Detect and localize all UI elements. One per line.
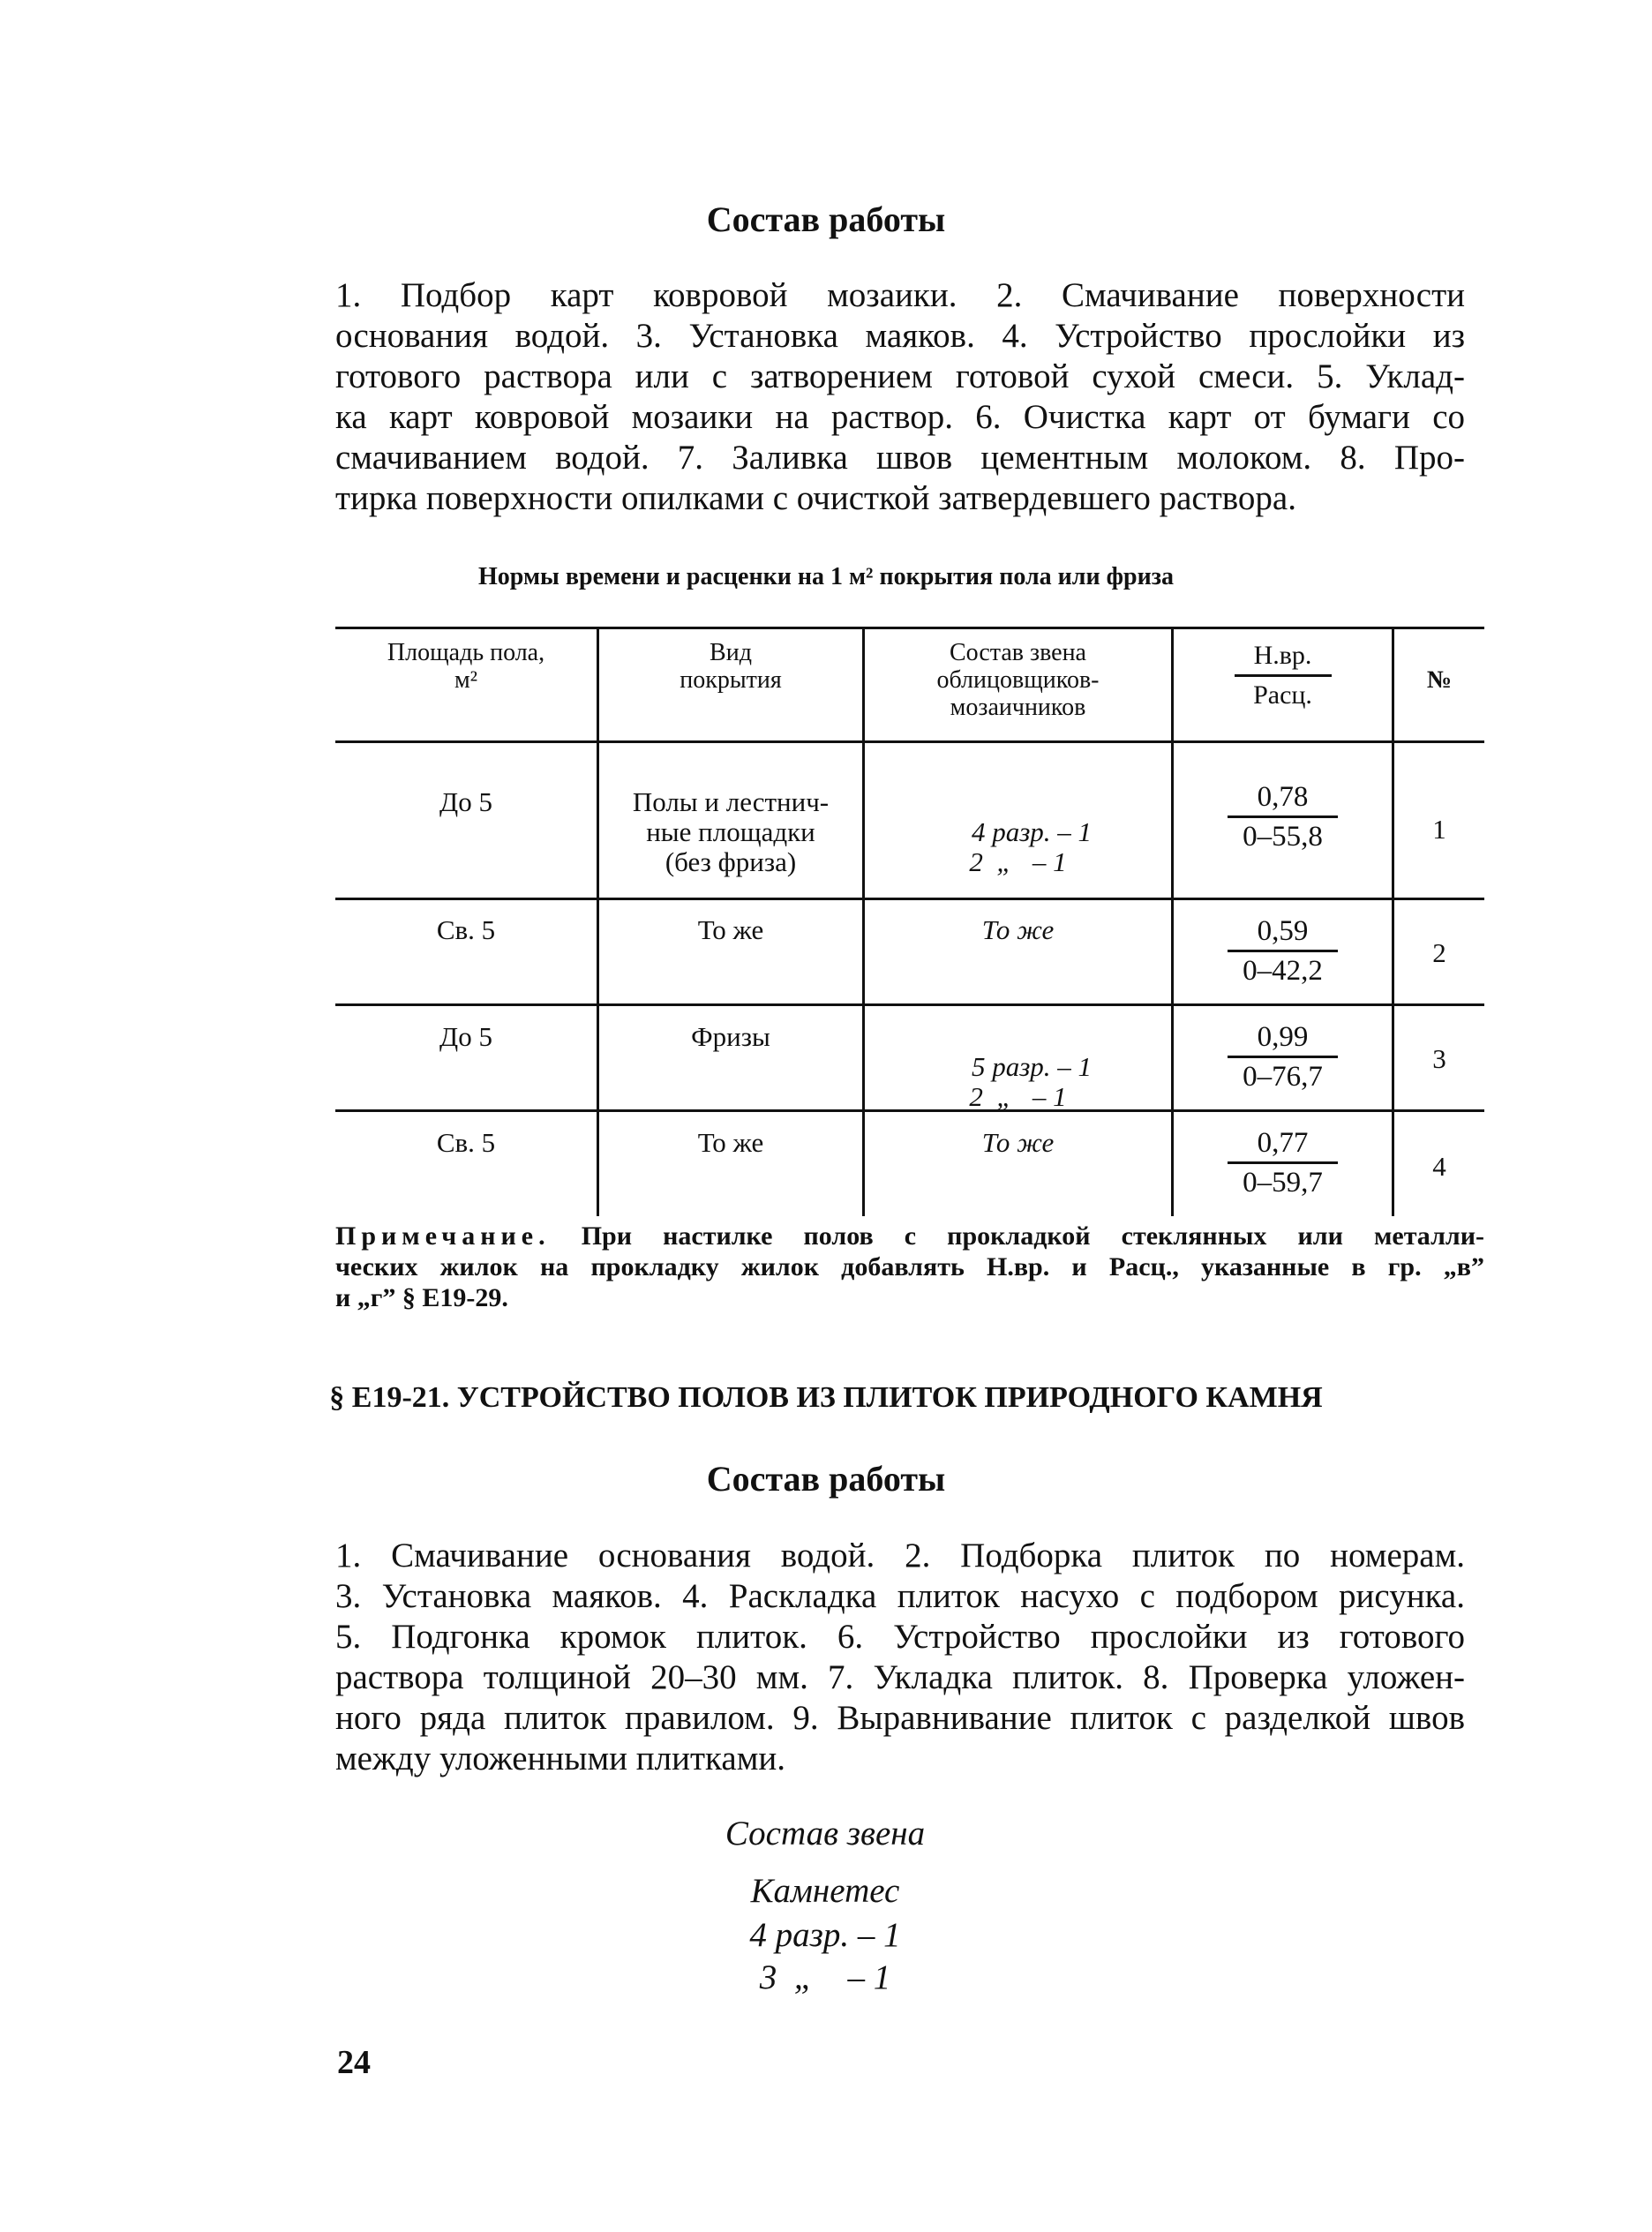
note-line: ческих жилок на прокладку жилок добавлять Н.вр. и Расц., указанные в гр. „в” <box>335 1252 1484 1281</box>
row3-number: 3 <box>1432 1043 1446 1074</box>
row1-number: 1 <box>1432 814 1446 845</box>
header-number: № <box>1426 666 1453 694</box>
header-norm: Н.вр. Расц. <box>1174 639 1392 712</box>
row4-norm: 0,77 0–59,7 <box>1174 1126 1392 1199</box>
table-column-rule <box>1392 627 1394 1216</box>
table-note <box>335 1221 1484 1313</box>
row2-area: Св. 5 <box>436 914 496 945</box>
row4-number: 4 <box>1432 1151 1446 1182</box>
row2-number: 2 <box>1432 937 1446 968</box>
text-line: готового раствора или с затворением готовой сухой смеси. 5. Уклад- <box>335 357 1465 395</box>
row4-crew: То же <box>981 1127 1055 1158</box>
row1-area: До 5 <box>439 786 492 817</box>
text-line: тирка поверхности опилками с очисткой затвердевшего раствора. <box>335 479 1296 517</box>
note-label: Примечание. <box>335 1221 551 1251</box>
text-line: между уложенными плитками. <box>335 1740 786 1777</box>
text-line: ка карт ковровой мозаики на раствор. 6. Очистка карт от бумаги со <box>335 398 1465 436</box>
table-rule <box>335 740 1484 743</box>
row1-crew: 4 разр. – 1 2 „ – 1 <box>969 816 1093 877</box>
text-line: 1. Подбор карт ковровой мозаики. 2. Смачивание поверхности <box>335 276 1465 314</box>
row4-area: Св. 5 <box>436 1127 496 1158</box>
row1-norm: 0,78 0–55,8 <box>1174 780 1392 853</box>
crew-grade-line: 3 „ – 1 <box>759 1958 891 1996</box>
row2-crew: То же <box>981 914 1055 945</box>
crew-heading: Состав звена <box>725 1815 926 1852</box>
text-line: основания водой. 3. Установка маяков. 4. Устройство прослойки из <box>335 317 1465 355</box>
row1-type: Полы и лестнич- ные площадки (без фриза) <box>632 786 830 877</box>
norms-table <box>335 627 1484 1216</box>
row2-norm: 0,59 0–42,2 <box>1174 914 1392 988</box>
row3-type: Фризы <box>691 1021 770 1052</box>
crew-grade-line: 4 разр. – 1 <box>749 1916 901 1954</box>
table-caption: Нормы времени и расценки на 1 м² покрытия пола или фриза <box>478 563 1174 590</box>
text-line: ного ряда плиток правилом. 9. Выравнивание плиток с разделкой швов <box>335 1699 1465 1737</box>
section-title-e19-21: § Е19-21. УСТРОЙСТВО ПОЛОВ ИЗ ПЛИТОК ПРИРОДНОГО КАМНЯ <box>329 1381 1323 1414</box>
row4-type: То же <box>697 1127 764 1158</box>
text-line: раствора толщиной 20–30 мм. 7. Укладка плиток. 8. Проверка уложен- <box>335 1658 1465 1696</box>
text-line: 3. Установка маяков. 4. Раскладка плиток насухо с подбором рисунка. <box>335 1577 1465 1615</box>
section-heading-work-composition: Состав работы <box>706 199 946 239</box>
note-text: При настилке полов с прокладкой стеклянных или металли- <box>581 1221 1485 1251</box>
page-number: 24 <box>337 2044 371 2081</box>
work-composition-text <box>335 275 1465 519</box>
crew-profession: Камнетес <box>750 1872 900 1910</box>
header-area: Площадь пола, м² <box>387 639 545 694</box>
section-heading-work-composition-2: Состав работы <box>706 1459 946 1499</box>
text-line: 5. Подгонка кромок плиток. 6. Устройство прослойки из готового <box>335 1618 1465 1656</box>
row2-type: То же <box>697 914 764 945</box>
note-line: и „г” § Е19-29. <box>335 1283 508 1312</box>
table-rule <box>335 1003 1484 1006</box>
text-line: 1. Смачивание основания водой. 2. Подборка плиток по номерам. <box>335 1537 1465 1574</box>
table-rule <box>335 627 1484 629</box>
text-line: смачиванием водой. 7. Заливка швов цементным молоком. 8. Про- <box>335 439 1465 477</box>
row3-area: До 5 <box>439 1021 492 1052</box>
header-crew: Состав звена облицовщиков- мозаичников <box>936 639 1100 721</box>
header-type: Вид покрытия <box>680 639 782 694</box>
work-composition-text-2 <box>335 1536 1465 1779</box>
row3-crew: 5 разр. – 1 2 „ – 1 <box>969 1051 1093 1112</box>
row3-norm: 0,99 0–76,7 <box>1174 1020 1392 1093</box>
